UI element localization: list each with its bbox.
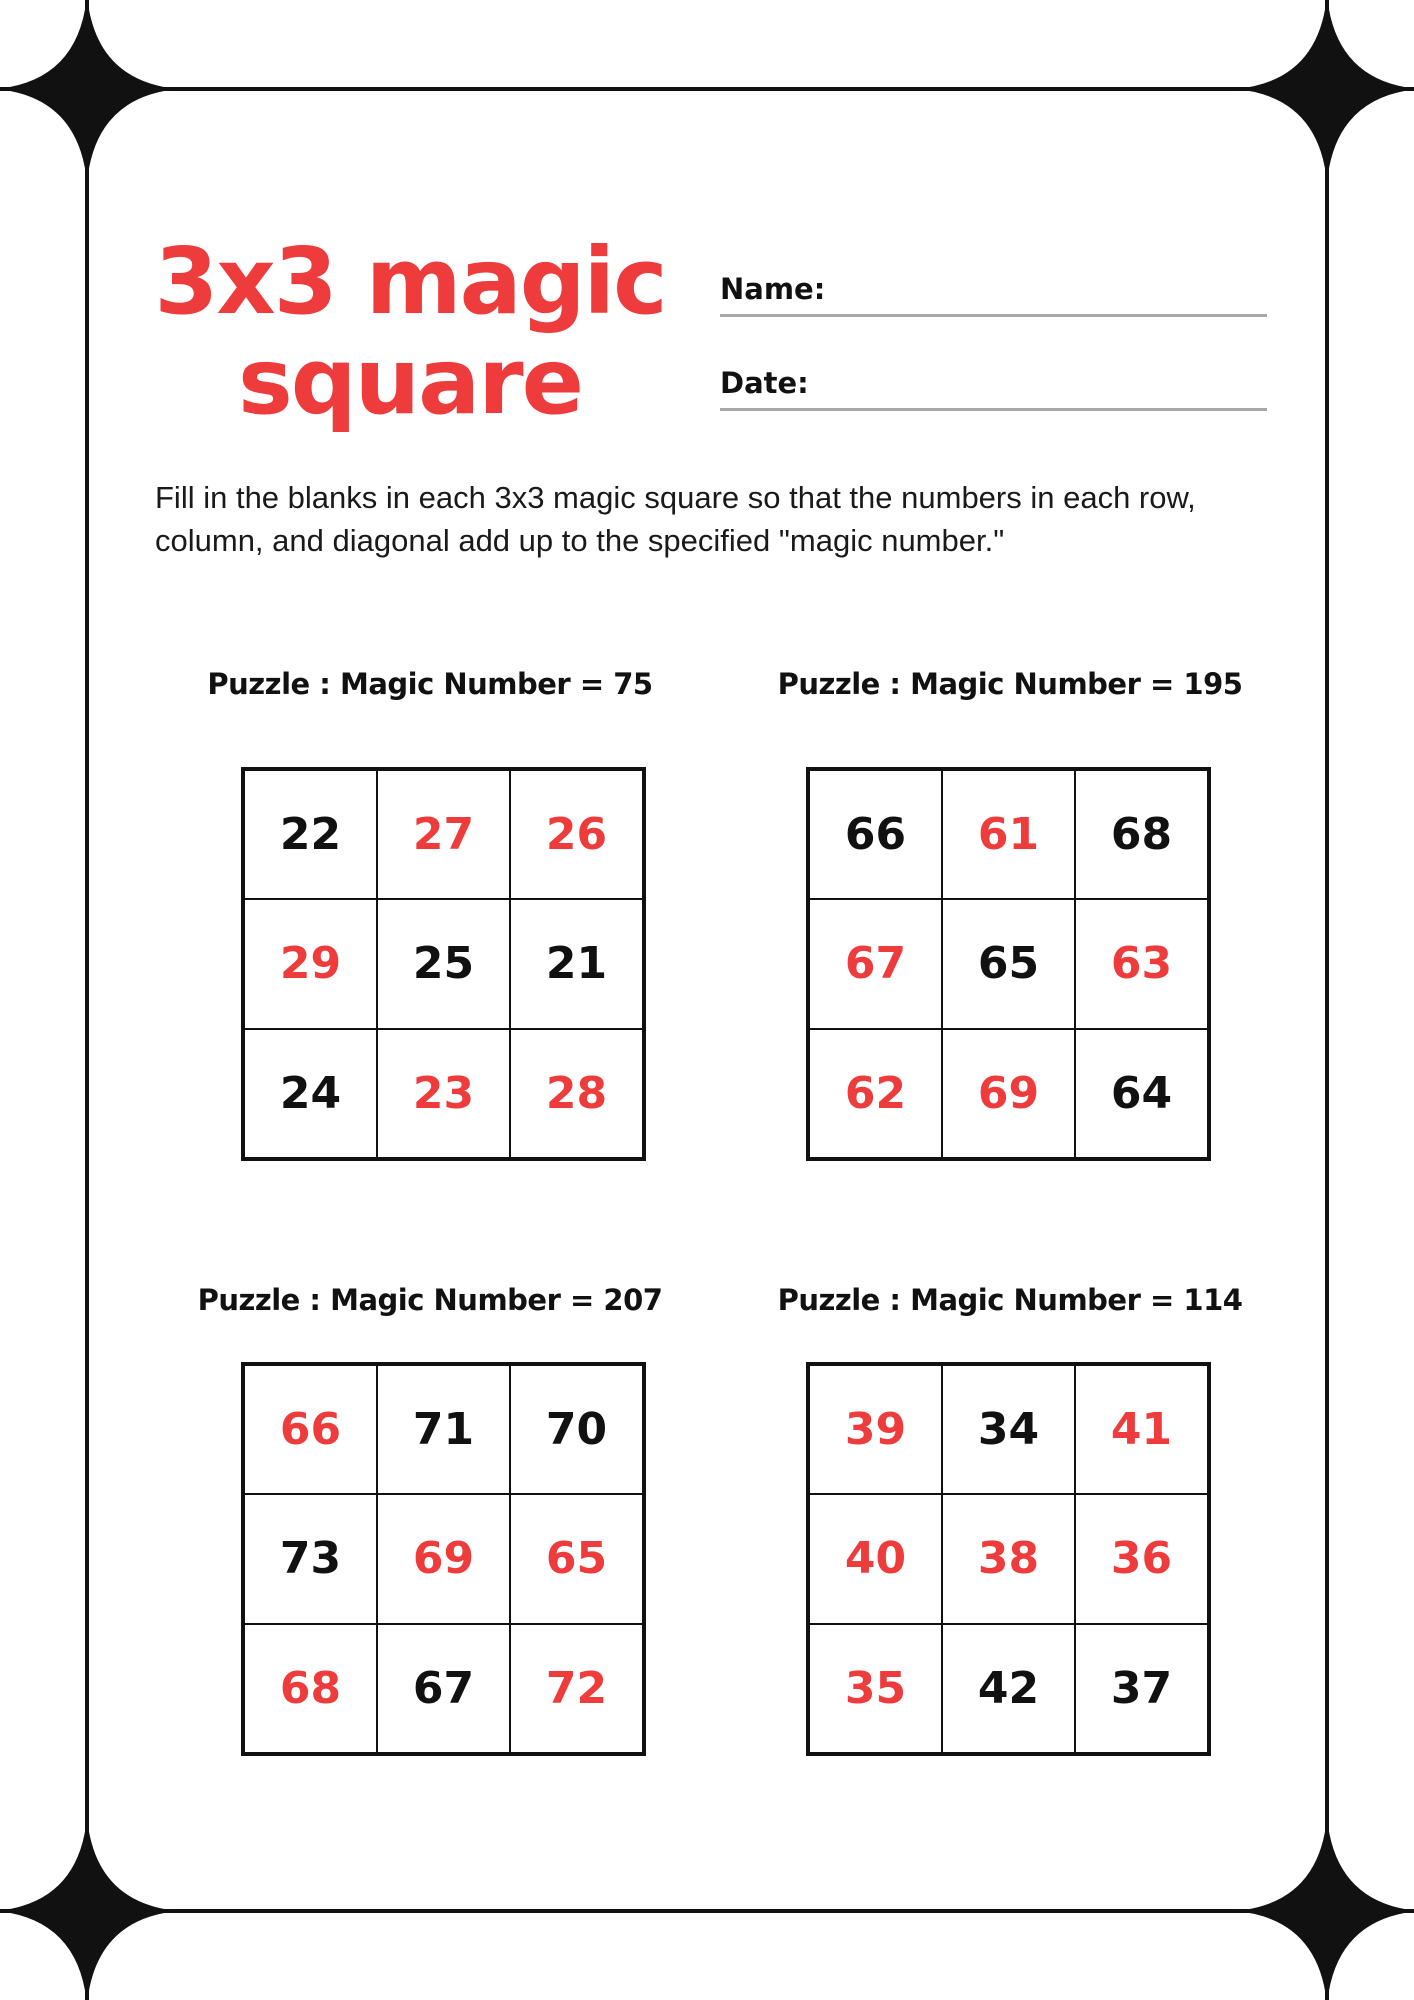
grid-cell[interactable]: 28: [510, 1029, 643, 1158]
puzzle-2-label: Puzzle : Magic Number = 195: [777, 667, 1243, 701]
grid-cell[interactable]: 40: [809, 1494, 942, 1623]
corner-star-icon: [1236, 1817, 1414, 2000]
corner-star-icon: [1236, 0, 1414, 183]
grid-cell[interactable]: 69: [377, 1494, 510, 1623]
grid-cell[interactable]: 64: [1075, 1029, 1208, 1158]
grid-cell[interactable]: 37: [1075, 1624, 1208, 1753]
puzzle-2-grid: [806, 767, 1211, 1161]
corner-star-icon: [0, 0, 178, 183]
grid-cell[interactable]: 63: [1075, 899, 1208, 1028]
puzzle-1-grid: [241, 767, 646, 1161]
grid-cell[interactable]: 73: [244, 1494, 377, 1623]
grid-cell[interactable]: 35: [809, 1624, 942, 1753]
page-title: [140, 228, 680, 435]
grid-cell[interactable]: 66: [809, 770, 942, 899]
puzzle-1-label: Puzzle : Magic Number = 75: [207, 667, 653, 701]
name-label: Name:: [720, 272, 826, 306]
grid-cell[interactable]: 22: [244, 770, 377, 899]
grid-cell[interactable]: 41: [1075, 1365, 1208, 1494]
grid-cell[interactable]: 24: [244, 1029, 377, 1158]
grid-cell[interactable]: 27: [377, 770, 510, 899]
grid-cell[interactable]: 34: [942, 1365, 1075, 1494]
grid-cell[interactable]: 29: [244, 899, 377, 1028]
grid-cell[interactable]: 39: [809, 1365, 942, 1494]
puzzle-3-label: Puzzle : Magic Number = 207: [197, 1283, 663, 1317]
page-title-line2: square: [238, 328, 582, 435]
grid-cell[interactable]: 66: [244, 1365, 377, 1494]
grid-cell[interactable]: 42: [942, 1624, 1075, 1753]
grid-cell[interactable]: 70: [510, 1365, 643, 1494]
grid-cell[interactable]: 36: [1075, 1494, 1208, 1623]
grid-cell[interactable]: 67: [809, 899, 942, 1028]
puzzle-3-grid: [241, 1362, 646, 1756]
grid-cell[interactable]: 25: [377, 899, 510, 1028]
name-field[interactable]: [720, 264, 1267, 317]
puzzle-4-label: Puzzle : Magic Number = 114: [777, 1283, 1243, 1317]
puzzle-4-grid: [806, 1362, 1211, 1756]
grid-cell[interactable]: 68: [1075, 770, 1208, 899]
grid-cell[interactable]: 69: [942, 1029, 1075, 1158]
grid-cell[interactable]: 61: [942, 770, 1075, 899]
grid-cell[interactable]: 72: [510, 1624, 643, 1753]
grid-cell[interactable]: 67: [377, 1624, 510, 1753]
grid-cell[interactable]: 62: [809, 1029, 942, 1158]
grid-cell[interactable]: 71: [377, 1365, 510, 1494]
corner-star-icon: [0, 1817, 178, 2000]
instructions: Fill in the blanks in each 3x3 magic square so that the numbers in each row, column, and diagonal add up to the specified "magic number.": [155, 480, 1196, 558]
date-field[interactable]: [720, 358, 1267, 411]
grid-cell[interactable]: 65: [510, 1494, 643, 1623]
page-title-line1: 3x3 magic: [154, 228, 666, 335]
grid-cell[interactable]: 26: [510, 770, 643, 899]
grid-cell[interactable]: 23: [377, 1029, 510, 1158]
grid-cell[interactable]: 65: [942, 899, 1075, 1028]
grid-cell[interactable]: 38: [942, 1494, 1075, 1623]
grid-cell[interactable]: 68: [244, 1624, 377, 1753]
grid-cell[interactable]: 21: [510, 899, 643, 1028]
date-label: Date:: [720, 366, 809, 400]
